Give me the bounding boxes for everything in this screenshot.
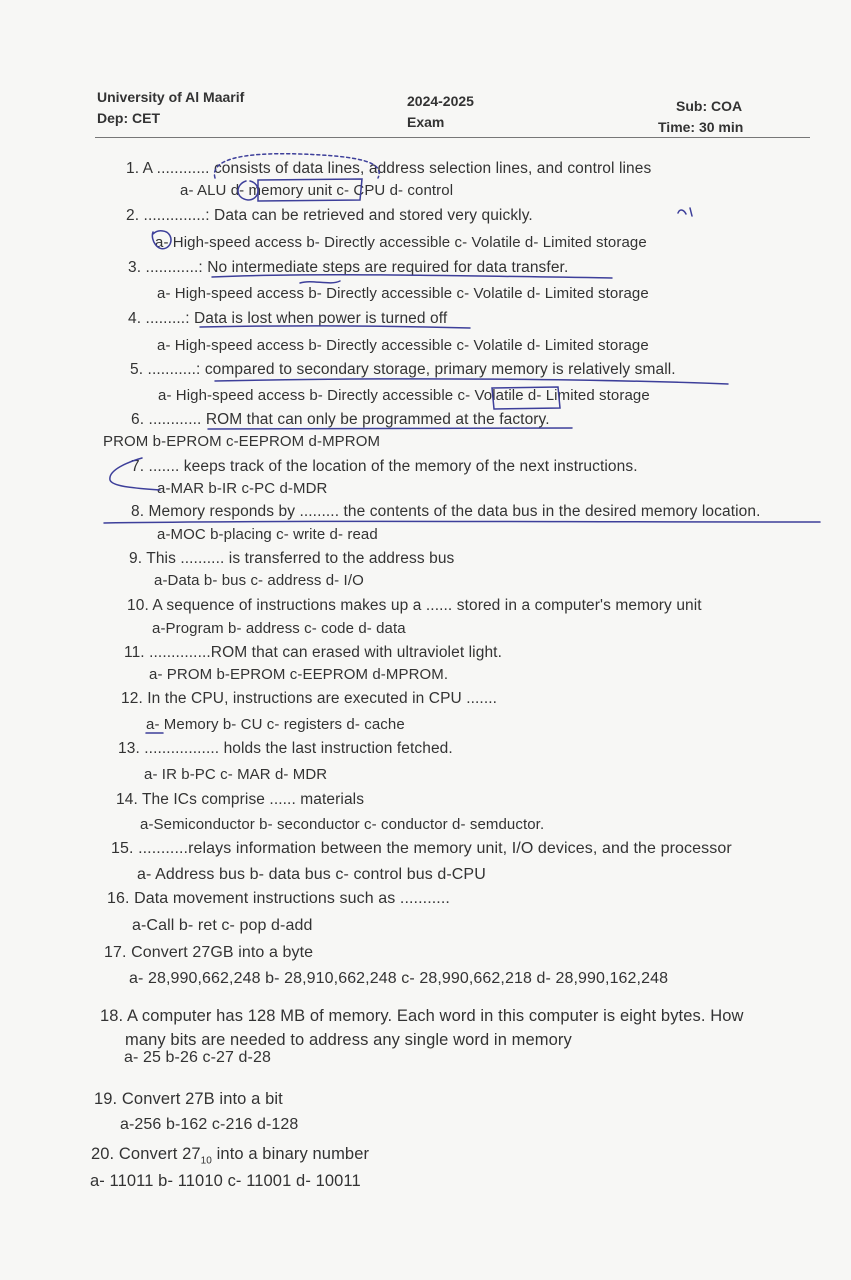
question-20 [91,1145,369,1166]
question-14: 14. The ICs comprise ...... materials [116,791,365,808]
options-1: a- ALU d- memory unit c- CPU d- control [180,182,454,199]
question-11: 11. ..............ROM that can erased with ultraviolet light. [124,644,502,661]
academic-year: 2024-2025 [407,93,474,109]
exam-label: Exam [407,114,445,130]
options-11: a- PROM b-EPROM c-EEPROM d-MPROM. [149,666,449,683]
question-10: 10. A sequence of instructions makes up a ...... stored in a computer's memory unit [127,597,702,614]
question-18: 18. A computer has 128 MB of memory. Each word in this computer is eight bytes. How [100,1007,744,1025]
options-9: a-Data b- bus c- address d- I/O [154,572,364,589]
ink-squiggle-q3 [300,281,340,283]
question-6: 6. ............ ROM that can only be programmed at the factory. [131,411,550,428]
options-19: a-256 b-162 c-216 d-128 [120,1116,299,1133]
question-9: 9. This .......... is transferred to the address bus [129,550,455,567]
options-16: a-Call b- ret c- pop d-add [132,917,313,934]
question-15: 15. ...........relays information between the memory unit, I/O devices, and the processor [111,840,732,857]
header-divider [95,137,810,138]
options-12: a- Memory b- CU c- registers d- cache [146,716,405,733]
ink-underline-q8 [104,521,820,523]
options-17: a- 28,990,662,248 b- 28,910,662,248 c- 28,990,662,218 d- 28,990,162,248 [129,970,669,987]
question-2: 2. ..............: Data can be retrieved and stored very quickly. [126,207,533,224]
subject: Sub: COA [676,98,743,114]
question-12: 12. In the CPU, instructions are executed in CPU ....... [121,690,498,707]
question-13: 13. ................. holds the last instruction fetched. [118,740,453,757]
ink-mark-corner [678,208,692,216]
options-7: a-MAR b-IR c-PC d-MDR [157,480,328,497]
options-4: a- High-speed access b- Directly accessible c- Volatile d- Limited storage [157,337,649,354]
options-14: a-Semiconductor b- seconductor c- conductor d- semductor. [140,816,545,833]
question-19: 19. Convert 27B into a bit [94,1090,283,1108]
options-13: a- IR b-PC c- MAR d- MDR [144,766,328,783]
question-17: 17. Convert 27GB into a byte [104,944,314,961]
options-10: a-Program b- address c- code d- data [152,620,406,637]
question-16: 16. Data movement instructions such as ........... [107,890,450,907]
department: Dep: CET [97,110,160,126]
question-20-subscript: 10 [200,1155,212,1167]
question-1: 1. A ............ consists of data lines, address selection lines, and control lines [126,160,652,177]
question-18-cont: many bits are needed to address any single word in memory [125,1031,572,1049]
question-5: 5. ...........: compared to secondary storage, primary memory is relatively small. [130,361,676,378]
question-8: 8. Memory responds by ......... the contents of the data bus in the desired memory location. [131,503,761,520]
question-20-post: into a binary number [211,1145,370,1163]
university-name: University of Al Maarif [97,89,245,105]
question-3: 3. ............: No intermediate steps are required for data transfer. [128,259,569,276]
options-15: a- Address bus b- data bus c- control bus d-CPU [137,866,486,883]
options-18: a- 25 b-26 c-27 d-28 [124,1049,271,1066]
options-2: a- High-speed access b- Directly accessible c- Volatile d- Limited storage [155,234,647,251]
options-5: a- High-speed access b- Directly accessible c- Volatile d- Limited storage [158,387,650,404]
question-4: 4. .........: Data is lost when power is turned off [128,310,448,327]
question-7: 7. ....... keeps track of the location of the memory of the next instructions. [131,458,638,475]
options-6: PROM b-EPROM c-EEPROM d-MPROM [103,433,381,450]
options-20: a- 11011 b- 11010 c- 11001 d- 10011 [90,1172,361,1190]
ink-underline-q5 [215,379,728,384]
question-20-pre: 20. Convert 27 [91,1145,201,1163]
time-limit: Time: 30 min [658,119,744,135]
options-3: a- High-speed access b- Directly accessible c- Volatile d- Limited storage [157,285,649,302]
options-8: a-MOC b-placing c- write d- read [157,526,378,543]
